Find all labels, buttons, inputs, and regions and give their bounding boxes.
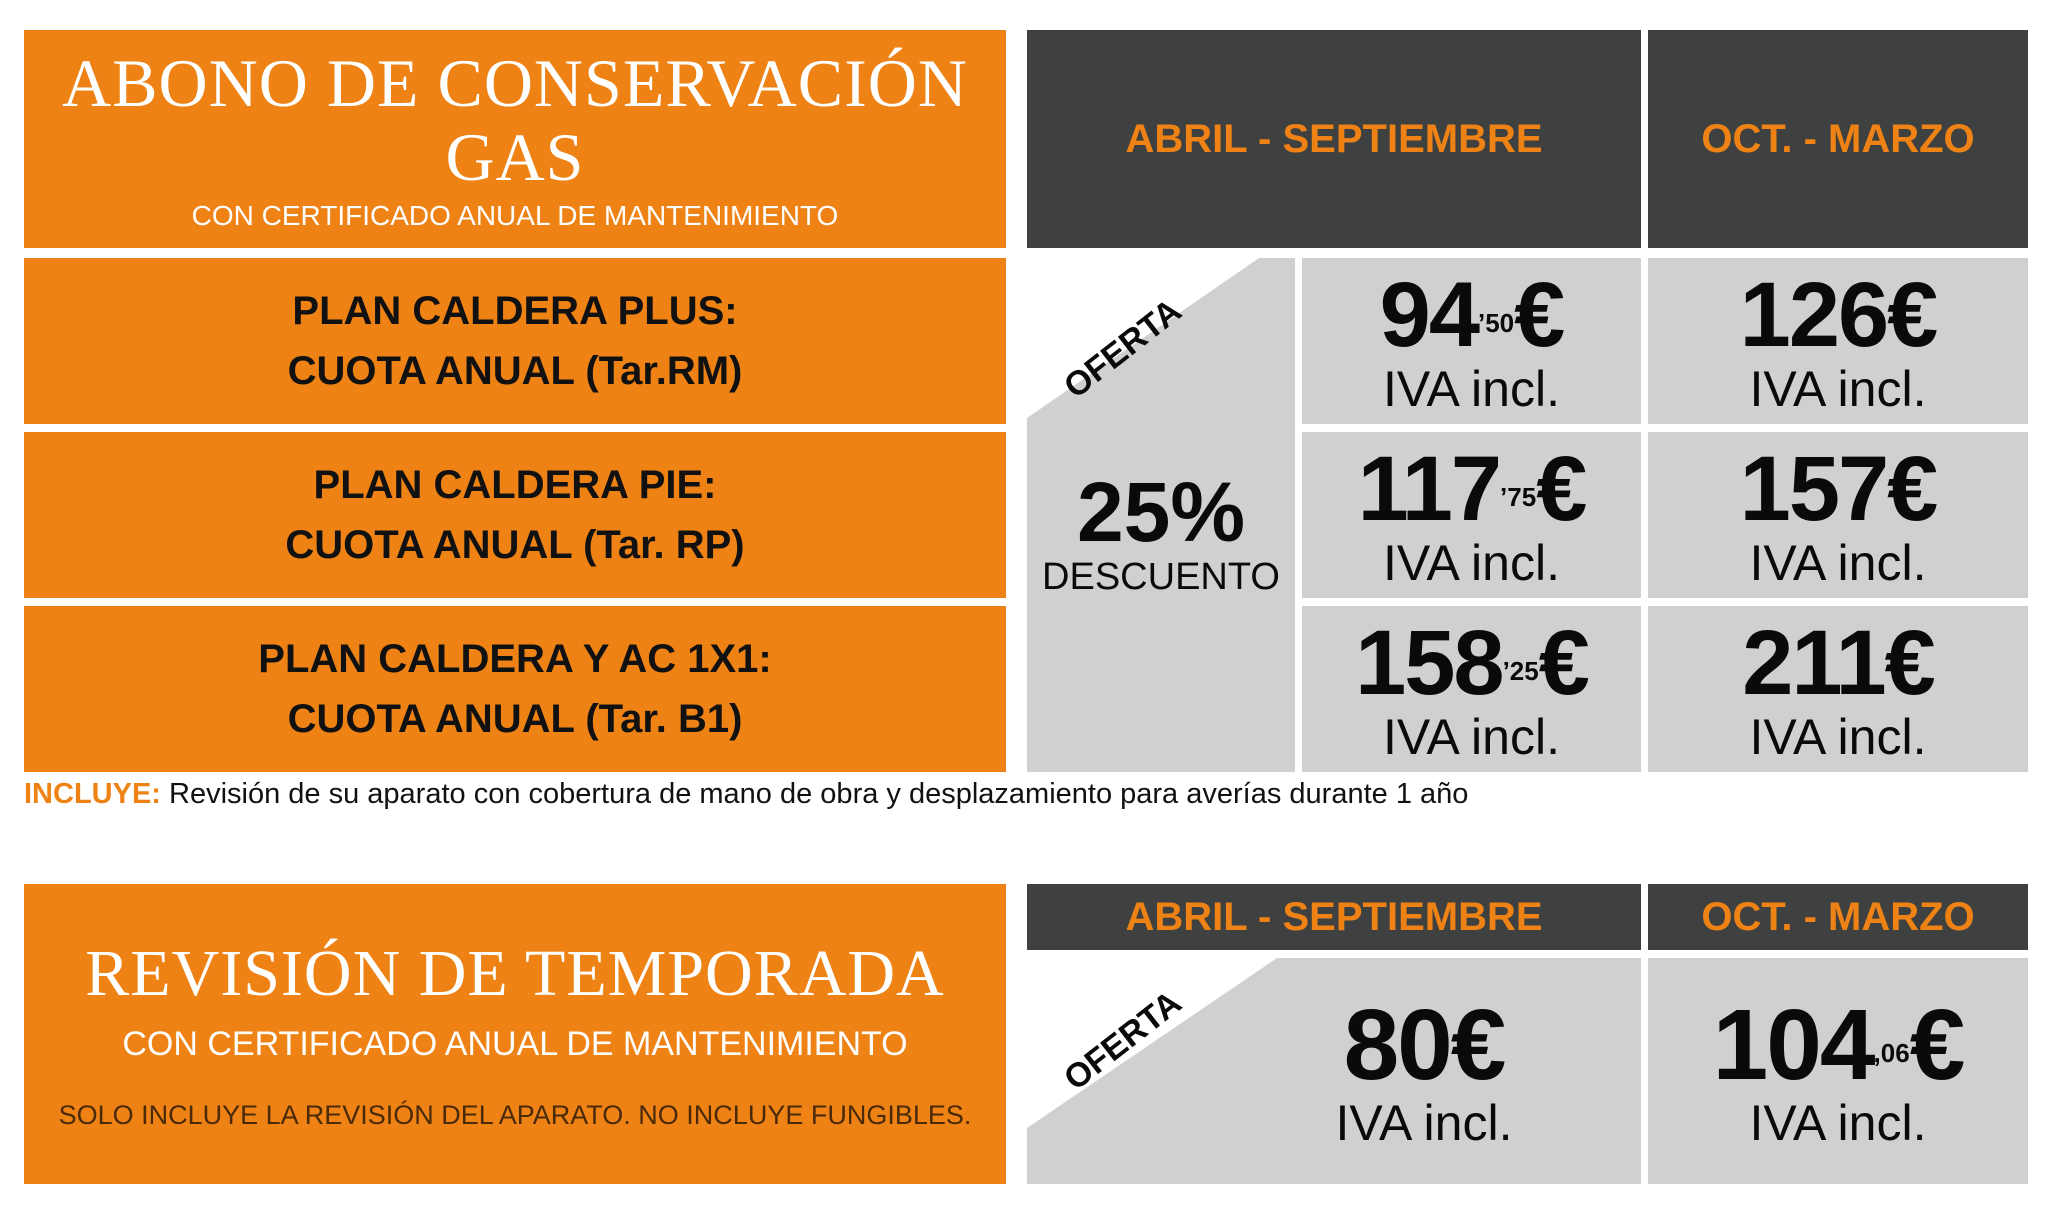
oferta-label: OFERTA xyxy=(1057,291,1189,406)
offer-iva-1: IVA incl. xyxy=(1383,361,1560,417)
abono-col1-header xyxy=(1027,30,1641,248)
regular-iva-3: IVA incl. xyxy=(1749,709,1927,765)
revision-title: REVISIÓN DE TEMPORADA xyxy=(85,937,945,1010)
offer-price-2: $117^{’75}€$ xyxy=(1357,438,1586,540)
revision-regular-price: $104^{,06}€$ xyxy=(1712,989,1964,1101)
revision-subtitle: CON CERTIFICADO ANUAL DE MANTENIMIENTO xyxy=(122,1025,908,1063)
revision-col1-header-label: ABRIL - SEPTIEMBRE xyxy=(1125,894,1543,939)
discount-label: DESCUENTO xyxy=(1042,555,1280,598)
plan-2-name: PLAN CALDERA PIE: xyxy=(313,463,717,507)
abono-col1-header-label: ABRIL - SEPTIEMBRE xyxy=(1125,116,1543,161)
abono-subtitle: CON CERTIFICADO ANUAL DE MANTENIMIENTO xyxy=(191,200,839,231)
abono-col2-header xyxy=(1648,30,2028,248)
discount-cell xyxy=(1027,258,1295,772)
abono-title-line1: ABONO DE CONSERVACIÓN xyxy=(62,45,968,121)
revision-offer-price: 80€ xyxy=(1343,989,1505,1101)
offer-iva-2: IVA incl. xyxy=(1383,535,1560,591)
offer-price-cell-2 xyxy=(1302,432,1641,598)
regular-iva-2: IVA incl. xyxy=(1749,535,1927,591)
offer-iva-3: IVA incl. xyxy=(1383,709,1560,765)
revision-col2-header xyxy=(1648,884,2028,950)
plan-1-name: PLAN CALDERA PLUS: xyxy=(292,289,738,333)
revision-regular-iva: IVA incl. xyxy=(1749,1095,1927,1151)
abono-col2-header-label: OCT. - MARZO xyxy=(1701,116,1975,161)
incluye-label: INCLUYE: xyxy=(24,778,161,810)
plan-row-2-label xyxy=(24,432,1006,598)
offer-price-3: $158^{’25}€$ xyxy=(1355,612,1588,714)
abono-title-line2: GAS xyxy=(445,119,585,195)
regular-price-3: 211€ xyxy=(1742,612,1934,714)
revision-oferta-label: OFERTA xyxy=(1057,983,1189,1098)
plan-row-3-label xyxy=(24,606,1006,772)
revision-note: SOLO INCLUYE LA REVISIÓN DEL APARATO. NO INCLUYE FUNGIBLES. xyxy=(58,1100,972,1130)
revision-offer-iva: IVA incl. xyxy=(1335,1095,1513,1151)
offer-price-cell-1 xyxy=(1302,258,1641,424)
regular-price-cell-1 xyxy=(1648,258,2028,424)
regular-price-1: 126€ xyxy=(1739,264,1937,366)
discount-percent: 25% xyxy=(1076,464,1246,559)
regular-price-cell-2 xyxy=(1648,432,2028,598)
plan-2-fee: CUOTA ANUAL (Tar. RP) xyxy=(285,523,745,567)
revision-col2-header-label: OCT. - MARZO xyxy=(1701,894,1975,939)
revision-title-panel xyxy=(24,884,1006,1184)
regular-price-2: 157€ xyxy=(1739,438,1937,540)
plan-3-fee: CUOTA ANUAL (Tar. B1) xyxy=(287,697,743,741)
offer-price-1: $94^{’50}€$ xyxy=(1379,264,1564,366)
regular-iva-1: IVA incl. xyxy=(1749,361,1927,417)
revision-regular-cell xyxy=(1648,958,2028,1184)
revision-offer-cell xyxy=(1027,958,1641,1184)
plan-1-fee: CUOTA ANUAL (Tar.RM) xyxy=(287,349,743,393)
plan-row-1-label xyxy=(24,258,1006,424)
abono-title-panel xyxy=(24,30,1006,248)
regular-price-cell-3 xyxy=(1648,606,2028,772)
incluye-text: Revisión de su aparato con cobertura de mano de obra y desplazamiento para averías durante 1 año xyxy=(160,778,1469,810)
revision-col1-header xyxy=(1027,884,1641,950)
incluye-note xyxy=(24,778,1468,811)
plan-3-name: PLAN CALDERA Y AC 1X1: xyxy=(258,637,772,681)
offer-price-cell-3 xyxy=(1302,606,1641,772)
